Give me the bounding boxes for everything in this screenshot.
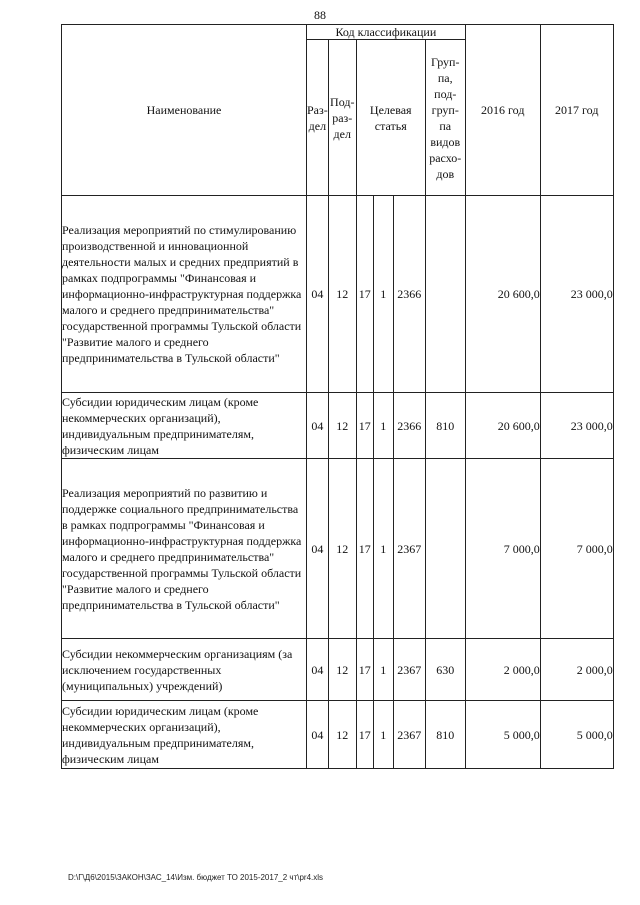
row-name: Субсидии юридическим лицам (кроме некоммерческих организаций), индивидуальным предпринимателям, физическим лицам	[62, 393, 307, 459]
budget-table	[61, 24, 614, 769]
row-expense-group: 810	[425, 701, 465, 769]
row-amount-2017: 23 000,0	[540, 393, 613, 459]
row-expense-group	[425, 459, 465, 639]
table-row	[62, 196, 614, 393]
row-podrazdel: 12	[328, 393, 356, 459]
footer-file-path: D:\Г\Д6\2015\ЗАКОН\ЗАС_14\Изм. бюджет ТО 2015-2017_2 чт\pr4.xls	[68, 873, 324, 882]
row-amount-2017: 5 000,0	[540, 701, 613, 769]
row-razdel: 04	[307, 639, 329, 701]
row-amount-2016: 2 000,0	[465, 639, 540, 701]
row-name: Субсидии юридическим лицам (кроме некоммерческих организаций), индивидуальным предпринимателям, физическим лицам	[62, 701, 307, 769]
table-row	[62, 701, 614, 769]
row-target-program: 17	[356, 196, 373, 393]
row-amount-2017: 23 000,0	[540, 196, 613, 393]
row-amount-2017: 2 000,0	[540, 639, 613, 701]
row-podrazdel: 12	[328, 459, 356, 639]
header-name: Наименование	[62, 25, 307, 196]
row-amount-2016: 5 000,0	[465, 701, 540, 769]
row-expense-group: 630	[425, 639, 465, 701]
row-name: Реализация мероприятий по стимулированию производственной и инновационной деятельности малых и средних предприятий в рамках подпрограммы "Финансовая и информационно-инфраструктурная поддержка малого и среднего предпринимательства" государственной программы Тульской области "Развитие малого и среднего предпринимательства в Тульской области"	[62, 196, 307, 393]
row-target-program: 17	[356, 459, 373, 639]
row-target-program: 17	[356, 639, 373, 701]
row-target-code: 2366	[393, 393, 425, 459]
row-target-subprogram: 1	[373, 196, 393, 393]
row-target-subprogram: 1	[373, 393, 393, 459]
row-razdel: 04	[307, 459, 329, 639]
header-podrazdel: Под- раз- дел	[328, 40, 356, 196]
row-expense-group: 810	[425, 393, 465, 459]
row-target-subprogram: 1	[373, 701, 393, 769]
row-podrazdel: 12	[328, 196, 356, 393]
row-razdel: 04	[307, 701, 329, 769]
table-row	[62, 639, 614, 701]
row-target-subprogram: 1	[373, 459, 393, 639]
row-target-subprogram: 1	[373, 639, 393, 701]
table-row	[62, 393, 614, 459]
header-razdel: Раз- дел	[307, 40, 329, 196]
page-number: 88	[314, 8, 326, 22]
table-row	[62, 459, 614, 639]
header-year-2017: 2017 год	[540, 25, 613, 196]
row-target-program: 17	[356, 393, 373, 459]
row-podrazdel: 12	[328, 639, 356, 701]
row-expense-group	[425, 196, 465, 393]
row-amount-2017: 7 000,0	[540, 459, 613, 639]
row-name: Субсидии некоммерческим организациям (за исключением государственных (муниципальных) учреждений)	[62, 639, 307, 701]
row-razdel: 04	[307, 196, 329, 393]
row-target-code: 2367	[393, 701, 425, 769]
row-target-code: 2366	[393, 196, 425, 393]
header-expense-group: Груп- па, под- груп- па видов расхо- дов	[425, 40, 465, 196]
header-year-2016: 2016 год	[465, 25, 540, 196]
row-target-program: 17	[356, 701, 373, 769]
row-target-code: 2367	[393, 639, 425, 701]
row-razdel: 04	[307, 393, 329, 459]
row-podrazdel: 12	[328, 701, 356, 769]
row-amount-2016: 20 600,0	[465, 196, 540, 393]
row-target-code: 2367	[393, 459, 425, 639]
row-amount-2016: 20 600,0	[465, 393, 540, 459]
row-amount-2016: 7 000,0	[465, 459, 540, 639]
header-target-article: Целевая статья	[356, 40, 425, 196]
row-name: Реализация мероприятий по развитию и поддержке социального предпринимательства в рамках подпрограммы "Финансовая и информационно-инфраструктурная поддержка малого и среднего предпринимательства" государственной программы Тульской области "Развитие малого и среднего предпринимательства в Тульской области"	[62, 459, 307, 639]
header-code-group: Код классификации	[307, 25, 466, 40]
